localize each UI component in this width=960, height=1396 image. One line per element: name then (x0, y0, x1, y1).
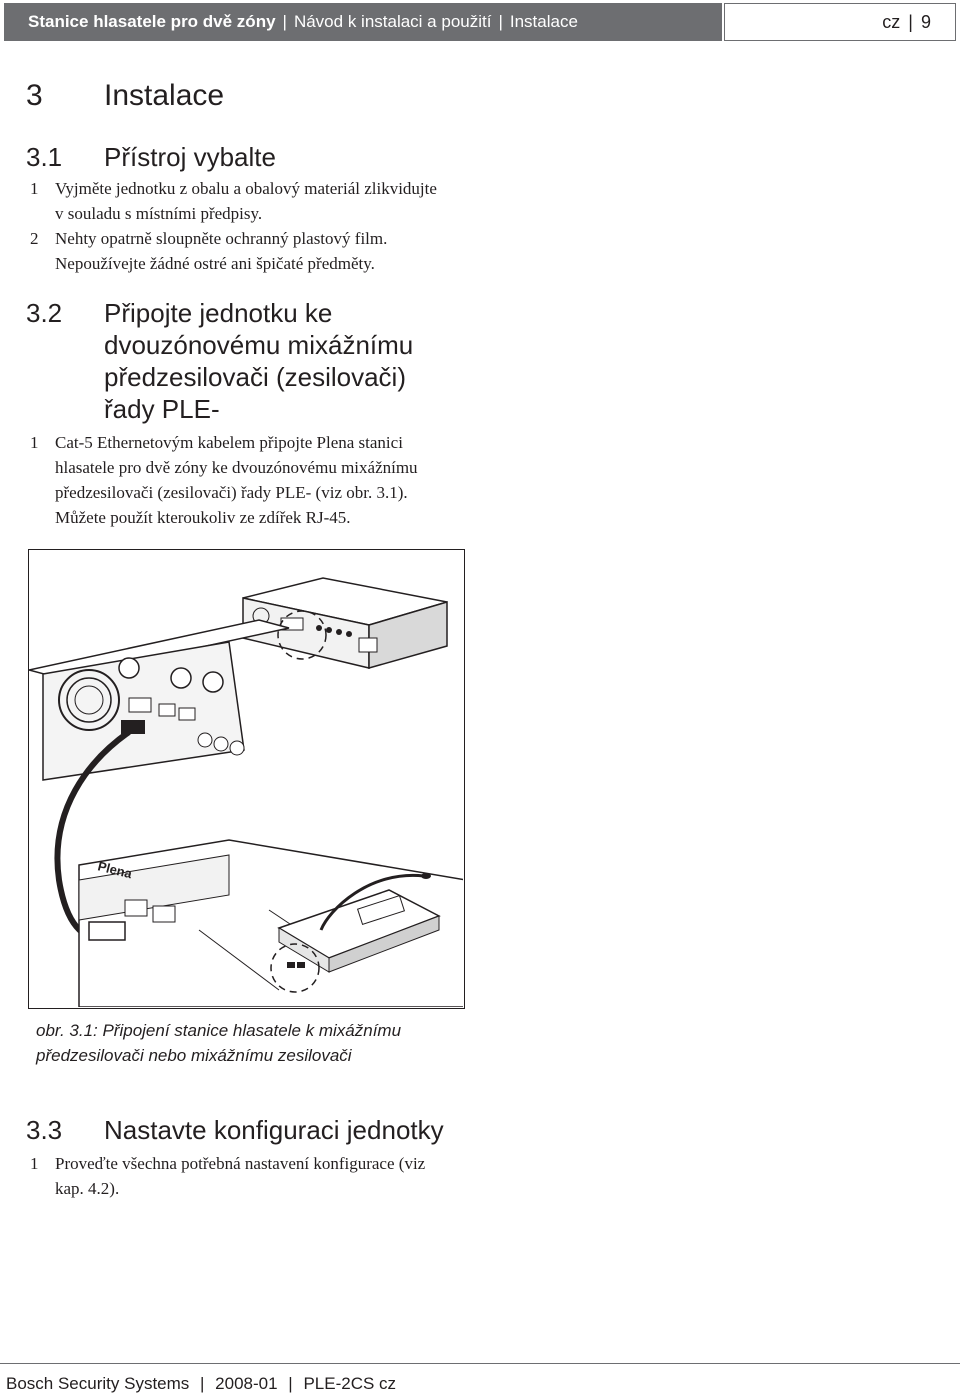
page-number: 9 (920, 11, 931, 32)
header-language: cz (882, 11, 901, 32)
figure-3-1 (28, 549, 465, 1009)
step-list-3-3 (30, 1151, 425, 1201)
step-text: Vyjměte jednotku z obalu a obalový materiál zlikvidujte (55, 179, 437, 198)
section-number: 3.3 (26, 1115, 63, 1145)
step-text: Můžete použít kteroukoliv ze zdířek RJ-45. (55, 508, 351, 527)
step-text: hlasatele pro dvě zóny ke dvouzónovému mixážnímu (55, 458, 418, 477)
list-item (30, 1151, 425, 1201)
chapter-heading (26, 76, 224, 116)
header-title: Stanice hlasatele pro dvě zóny (28, 12, 276, 31)
chapter-title: Instalace (104, 79, 225, 112)
section-number: 3.1 (26, 142, 63, 172)
step-number: 1 (30, 1154, 39, 1173)
footer-separator: | (288, 1374, 293, 1393)
page-header (4, 3, 956, 41)
footer-doc-id: PLE-2CS cz (303, 1374, 397, 1393)
header-separator: | (498, 12, 503, 31)
figure-caption (36, 1018, 401, 1068)
section-title-line: řady PLE- (104, 394, 220, 424)
step-number: 1 (30, 433, 39, 452)
footer-rule (0, 1363, 960, 1364)
step-text: předzesilovači (zesilovači) řady PLE- (viz obr. 3.1). (55, 483, 408, 502)
step-list-3-1 (30, 176, 437, 276)
caption-line: předzesilovači nebo mixážnímu zesilovači (36, 1046, 352, 1065)
header-separator: | (908, 11, 913, 32)
step-text: Cat-5 Ethernetovým kabelem připojte Plena stanici (55, 433, 403, 452)
section-number: 3.2 (26, 298, 63, 328)
list-item (30, 430, 418, 530)
header-title-bar (4, 3, 722, 41)
footer-company: Bosch Security Systems (6, 1374, 190, 1393)
page-footer (6, 1374, 396, 1394)
step-number: 2 (30, 229, 39, 248)
header-page-box (724, 3, 956, 41)
footer-separator: | (200, 1374, 205, 1393)
chapter-number: 3 (26, 79, 43, 112)
step-text: v souladu s místními předpisy. (55, 204, 263, 223)
step-text: Nehty opatrně sloupněte ochranný plastový film. (55, 229, 388, 248)
step-text: kap. 4.2). (55, 1179, 120, 1198)
section-title-line: předzesilovači (zesilovači) (104, 362, 406, 392)
section-title-line: dvouzónovému mixážnímu (104, 330, 414, 360)
header-subtitle: Návod k instalaci a použití (293, 12, 492, 31)
step-number: 1 (30, 179, 39, 198)
step-text: Proveďte všechna potřebná nastavení konfigurace (viz (55, 1154, 426, 1173)
section-title: Nastavte konfiguraci jednotky (104, 1115, 444, 1145)
footer-date: 2008-01 (215, 1374, 278, 1393)
list-item (30, 226, 437, 276)
mixer-amplifier-illustration (243, 578, 447, 668)
section-title-line: Připojte jednotku ke (104, 298, 333, 328)
section-title: Přístroj vybalte (104, 142, 276, 172)
caption-line: obr. 3.1: Připojení stanice hlasatele k mixážnímu (36, 1021, 402, 1040)
step-text: Nepoužívejte žádné ostré ani špičaté předměty. (55, 254, 375, 273)
step-list-3-2 (30, 430, 418, 530)
section-heading-3-2 (26, 297, 413, 425)
brand-label: Plena (96, 858, 134, 882)
header-section: Instalace (509, 12, 578, 31)
header-separator: | (282, 12, 287, 31)
list-item (30, 176, 437, 226)
connection-illustration (29, 550, 463, 1007)
section-heading-3-3 (26, 1114, 444, 1146)
rear-panel-illustration (29, 620, 289, 780)
section-heading-3-1 (26, 141, 276, 173)
